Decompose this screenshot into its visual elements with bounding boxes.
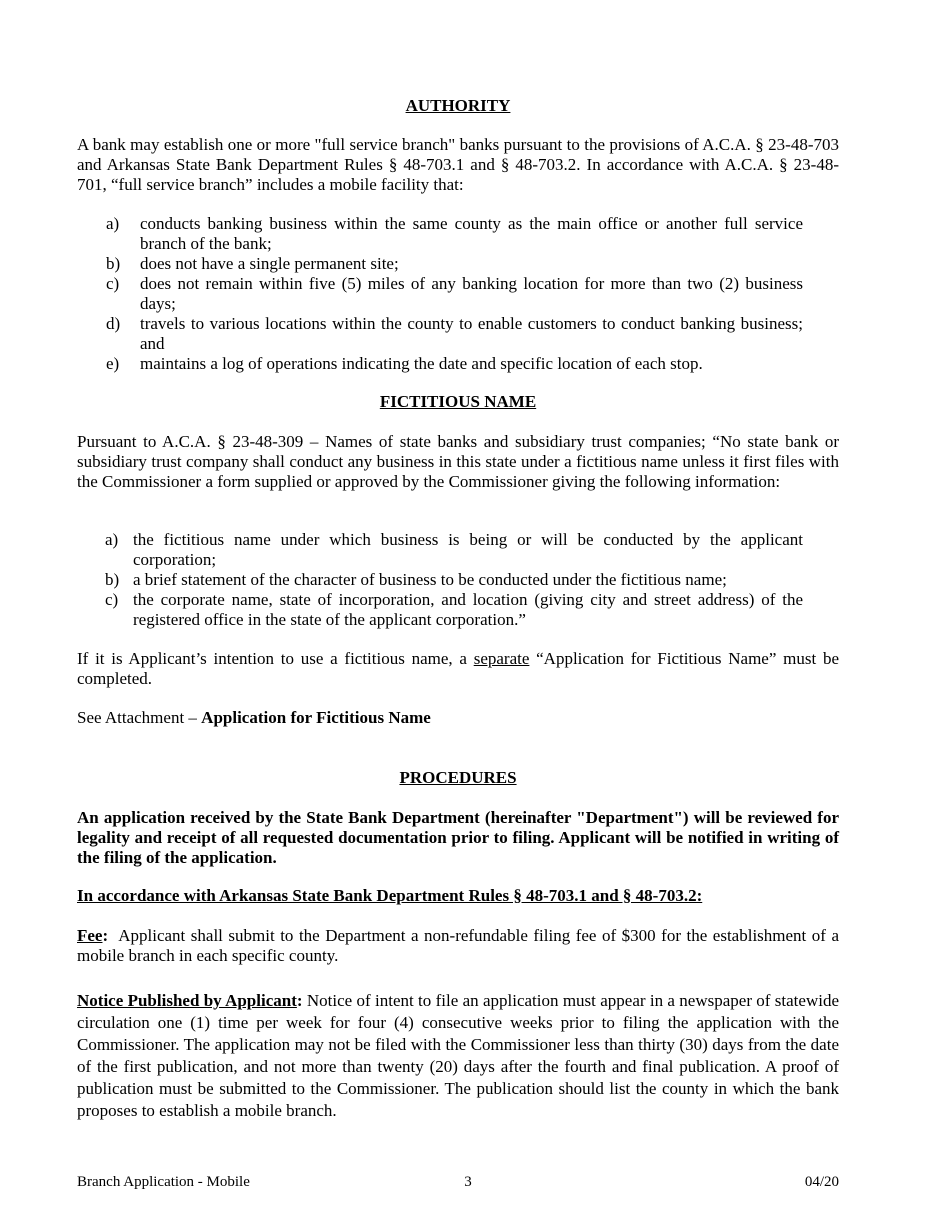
- fictitious-name-intro: Pursuant to A.C.A. § 23-48-309 – Names of state banks and subsidiary trust companies; “No state bank or subsidiary trust company shall conduct any business in this state under a fictitious name unless it first files with the Commissioner a form supplied or approved by the Commissioner giving the following information:: [77, 432, 839, 491]
- rules-heading: In accordance with Arkansas State Bank Department Rules § 48-703.1 and § 48-703.2:: [77, 886, 703, 905]
- footer-document-title: Branch Application - Mobile: [77, 1174, 250, 1190]
- notice-colon: :: [296, 991, 303, 1010]
- list-item-text: does not remain within five (5) miles of any banking location for more than two (2) business days;: [140, 274, 803, 313]
- list-item: [106, 314, 803, 354]
- list-item: [105, 570, 803, 590]
- note-emphasis: separate: [473, 649, 530, 668]
- note-text-end: “Application for Fictitious Name” must be completed.: [77, 649, 839, 688]
- list-item-text: the corporate name, state of incorporation, and location (giving city and street address) of the registered office in the state of the applicant corporation.”: [133, 590, 803, 629]
- attachment-reference: [77, 708, 839, 728]
- list-item-label: e): [106, 354, 120, 373]
- list-item-label: a): [105, 530, 119, 549]
- authority-heading: AUTHORITY: [405, 96, 511, 115]
- notice-label: Notice Published by Applicant: [77, 991, 297, 1010]
- notice-paragraph: [77, 990, 839, 1122]
- attachment-title: Application for Fictitious Name: [201, 708, 431, 727]
- list-item-text: maintains a log of operations indicating the date and specific location of each stop.: [140, 354, 703, 373]
- list-item: [106, 254, 803, 274]
- list-item-label: d): [106, 314, 121, 333]
- list-item-text: the fictitious name under which business is being or will be conducted by the applicant corporation;: [133, 530, 803, 569]
- list-item-text: travels to various locations within the county to enable customers to conduct banking business; and: [140, 314, 803, 353]
- list-item-text: does not have a single permanent site;: [140, 254, 399, 273]
- fee-text: Applicant shall submit to the Department a non-refundable filing fee of $300 for the establishment of a mobile branch in each specific county.: [77, 926, 844, 965]
- list-item-label: b): [105, 570, 120, 589]
- list-item-text: conducts banking business within the same county as the main office or another full service branch of the bank;: [140, 214, 803, 253]
- fictitious-name-list: [105, 530, 803, 630]
- fictitious-name-note: [77, 649, 839, 689]
- list-item-label: c): [105, 590, 119, 609]
- list-item: [106, 214, 803, 254]
- fictitious-name-heading: FICTITIOUS NAME: [379, 392, 537, 411]
- attachment-prefix: See Attachment –: [77, 708, 202, 727]
- list-item: [105, 590, 803, 630]
- list-item-text: a brief statement of the character of business to be conducted under the fictitious name;: [133, 570, 727, 589]
- footer-revision-date: 04/20: [804, 1174, 839, 1190]
- authority-intro: A bank may establish one or more "full service branch" banks pursuant to the provisions of A.C.A. § 23-48-703 and Arkansas State Bank Department Rules § 48-703.1 and § 48-703.2. In accordance with A.C.A. § 23-48-701, “full service branch” includes a mobile facility that:: [77, 135, 839, 194]
- procedures-heading: PROCEDURES: [399, 768, 517, 787]
- footer-page-number: 3: [464, 1174, 472, 1190]
- note-text: If it is Applicant’s intention to use a fictitious name, a: [77, 649, 474, 668]
- list-item: [106, 354, 803, 374]
- list-item-label: b): [106, 254, 121, 273]
- list-item-label: c): [106, 274, 120, 293]
- list-item: [106, 274, 803, 314]
- fee-paragraph: [77, 926, 844, 966]
- authority-list: [106, 214, 803, 374]
- notice-text: Notice of intent to file an application must appear in a newspaper of statewide circulation one (1) time per week for four (4) consecutive weeks prior to filing the application with the Commissioner. The application may not be filed with the Commissioner less than thirty (30) days from the date of the first publication, and not more than twenty (20) days after the fourth and final publication. A proof of publication must be submitted to the Commissioner. The publication should list the county in which the bank proposes to establish a mobile branch.: [77, 991, 839, 1120]
- list-item: [105, 530, 803, 570]
- fee-label: Fee: [77, 926, 103, 945]
- list-item-label: a): [106, 214, 120, 233]
- fee-colon: :: [102, 926, 109, 945]
- procedures-intro: An application received by the State Bank Department (hereinafter "Department") will be reviewed for legality and receipt of all requested documentation prior to filing. Applicant will be notified in writing of the filing of the application.: [77, 808, 839, 867]
